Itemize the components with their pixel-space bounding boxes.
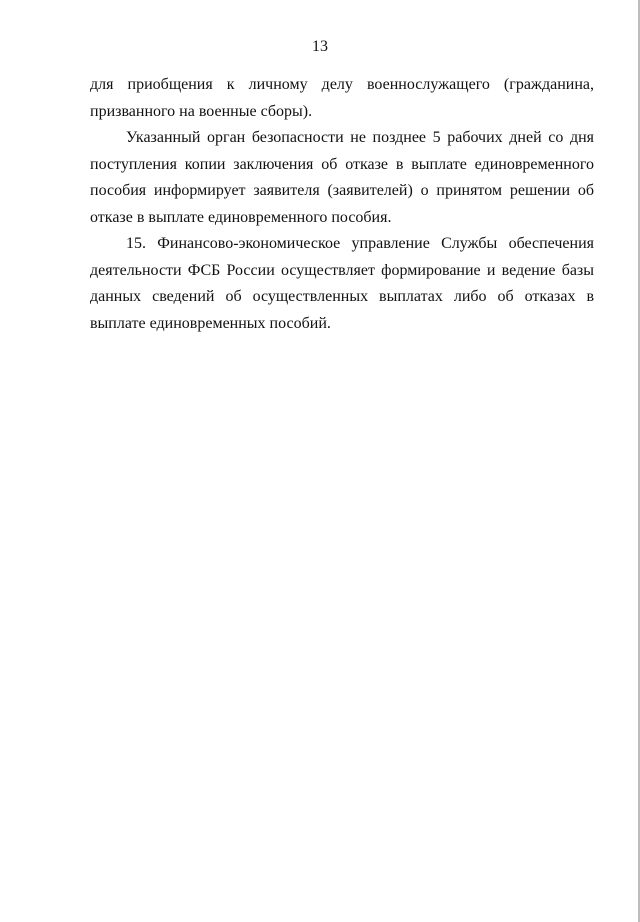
paragraph-item-15: 15. Финансово-экономическое управление Службы обеспечения деятельности ФСБ России осуществляет формирование и ведение базы данных сведений об осуществленных выплатах либо об отказах в выплате единовременных пособий.: [90, 235, 594, 332]
paragraph-continuation: для приобщения к личному делу военнослужащего (гражданина, призванного на военные сборы).: [90, 76, 594, 120]
page-number: 13: [312, 38, 328, 55]
paragraph-security-organ-notice: Указанный орган безопасности не позднее 5 рабочих дней со дня поступления копии заключения об отказе в выплате единовременного пособия информирует заявителя (заявителей) о принятом решении об отказе в выплате единовременного пособия.: [90, 129, 594, 226]
document-body: [90, 72, 594, 337]
